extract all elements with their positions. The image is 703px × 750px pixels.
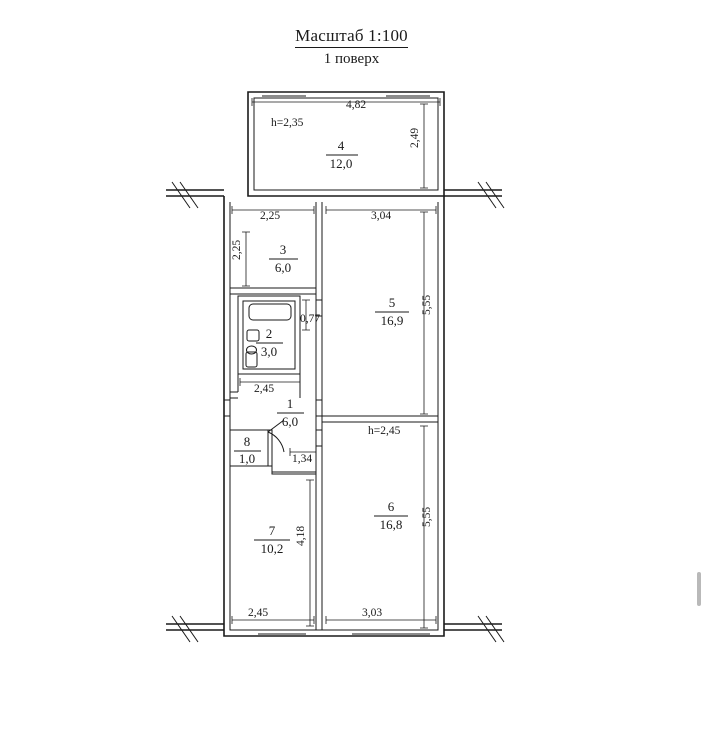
svg-text:16,8: 16,8 <box>379 517 403 532</box>
dim-bottom-right: 3,03 <box>362 607 383 619</box>
room-label-6 <box>374 499 408 532</box>
svg-text:1,0: 1,0 <box>238 451 256 466</box>
room-label-5 <box>375 295 409 328</box>
dim-room3-height: 2,25 <box>231 239 243 260</box>
dim-bottom-left: 2,45 <box>248 607 269 619</box>
dim-room5-width: 3,04 <box>371 210 392 222</box>
dim-corridor-width: 1,34 <box>292 453 313 465</box>
dim-corridor-height: 4,18 <box>295 525 307 546</box>
height-room6: h=2,45 <box>368 425 401 437</box>
room-label-2 <box>256 326 283 359</box>
svg-text:6: 6 <box>387 499 395 514</box>
svg-text:5: 5 <box>388 295 396 310</box>
scale-label: Масштаб 1:100 <box>295 26 408 48</box>
svg-text:1: 1 <box>286 396 294 411</box>
svg-text:6,0: 6,0 <box>281 414 299 429</box>
floor-label: 1 поверх <box>323 51 380 67</box>
room-label-8 <box>234 434 261 466</box>
room-label-3 <box>269 242 298 275</box>
room-label-7 <box>254 523 290 556</box>
svg-text:4: 4 <box>337 138 345 153</box>
dim-room5-height: 5,55 <box>421 294 433 315</box>
svg-text:16,9: 16,9 <box>380 313 404 328</box>
plan-walls <box>166 92 504 642</box>
svg-text:3: 3 <box>279 242 287 257</box>
svg-text:10,2: 10,2 <box>260 541 284 556</box>
dim-room6-height: 5,55 <box>421 506 433 527</box>
height-room4: h=2,35 <box>271 117 304 129</box>
svg-text:3,0: 3,0 <box>260 344 278 359</box>
svg-text:12,0: 12,0 <box>329 156 353 171</box>
room-label-1 <box>277 396 304 429</box>
dim-room3-width: 2,25 <box>260 210 281 222</box>
vertical-scrollbar[interactable] <box>697 572 701 606</box>
svg-text:2: 2 <box>265 326 273 341</box>
dim-room4-height: 2,49 <box>409 127 421 148</box>
room-label-4 <box>326 138 358 171</box>
dim-bath-width: 2,45 <box>254 383 275 395</box>
svg-text:7: 7 <box>268 523 276 538</box>
svg-text:6,0: 6,0 <box>274 260 292 275</box>
dim-top-width: 4,82 <box>346 99 367 111</box>
svg-text:8: 8 <box>243 434 251 449</box>
dim-corridor-small: 0,77 <box>300 313 321 325</box>
